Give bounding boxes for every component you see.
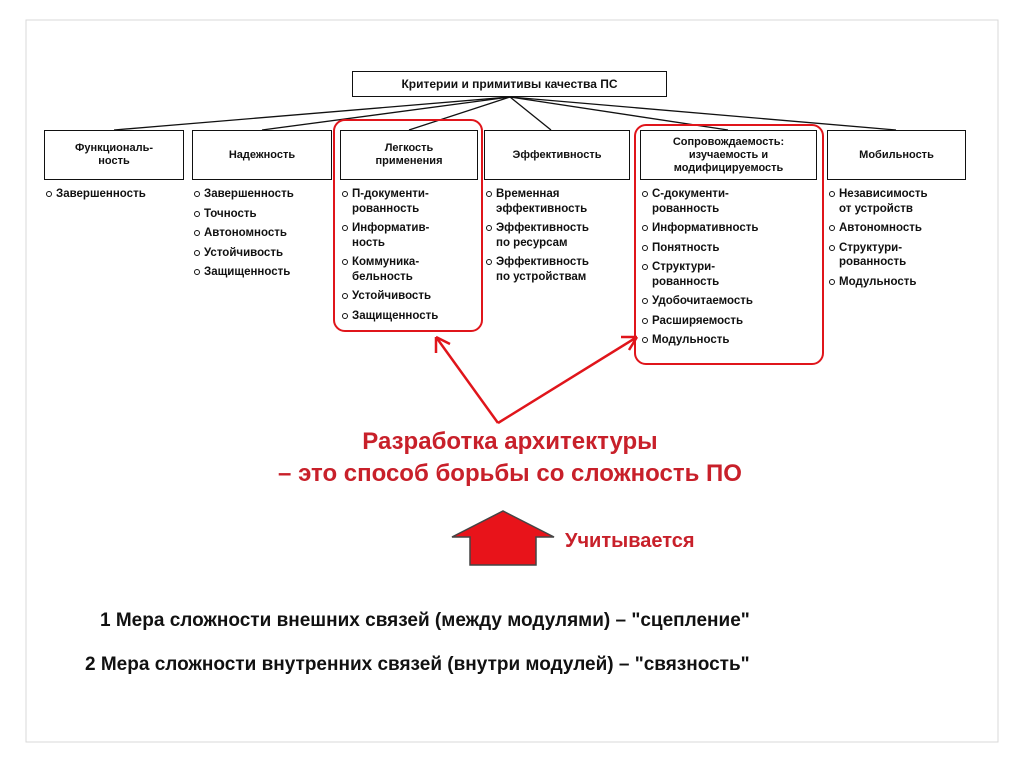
list-item: Устойчивость [342,289,476,304]
highlight-maintainability [634,124,824,365]
list-item: Автономность [829,221,979,236]
criterion-list-reliability [194,187,336,285]
criterion-box-functionality: Функциональ- ность [44,130,184,180]
list-item: Завершенность [46,187,188,202]
bullet-icon [194,230,200,236]
headline [200,426,820,490]
list-item: Защищенность [194,265,336,280]
list-item: Модульность [829,275,979,290]
headline-line-2: – это способ борьбы со сложность ПО [278,460,742,487]
bullet-icon [46,191,52,197]
list-item: Информативность [642,221,814,236]
diagram-root-box: Критерии и примитивы качества ПС [352,71,667,97]
list-item: Структури- рованность [642,260,814,289]
bullet-icon [486,191,492,197]
criterion-box-maintainability: Сопровождаемость: изучаемость и модифицируемость [640,130,817,180]
list-item: Временная эффективность [486,187,632,216]
bullet-icon [829,245,835,251]
criterion-list-portability [829,187,979,294]
headline-line-1: Разработка архитектуры [362,428,658,455]
list-item: Структури- рованность [829,241,979,270]
list-item: Расширяемость [642,314,814,329]
bullet-icon [486,259,492,265]
list-item: Эффективность по устройствам [486,255,632,284]
bullet-icon [194,250,200,256]
list-item: Коммуника- бельность [342,255,476,284]
criterion-box-usability: Легкость применения [340,130,478,180]
red-arrows [436,337,637,423]
list-item: Понятность [642,241,814,256]
list-item: Информатив- ность [342,221,476,250]
bullet-icon [486,225,492,231]
list-item: Завершенность [194,187,336,202]
considered-label: Учитывается [565,530,695,552]
list-item: Автономность [194,226,336,241]
list-item: С-документи- рованность [642,187,814,216]
list-item: Устойчивость [194,246,336,261]
criterion-list-efficiency [486,187,632,289]
list-item: Эффективность по ресурсам [486,221,632,250]
measure-coupling: 1 Мера сложности внешних связей (между модулями) – "сцепление" [100,610,750,631]
bullet-icon [829,191,835,197]
criterion-list-functionality [46,187,188,207]
list-item: Модульность [642,333,814,348]
measure-cohesion: 2 Мера сложности внутренних связей (внутри модулей) – "связность" [85,654,750,675]
bullet-icon [829,225,835,231]
list-item: Защищенность [342,309,476,324]
criterion-box-efficiency: Эффективность [484,130,630,180]
up-arrow-icon [452,511,554,565]
criterion-box-portability: Мобильность [827,130,966,180]
bullet-icon [829,279,835,285]
list-item: Точность [194,207,336,222]
list-item: Независимость от устройств [829,187,979,216]
list-item: П-документи- рованность [342,187,476,216]
bullet-icon [194,269,200,275]
bullet-icon [194,211,200,217]
bullet-icon [194,191,200,197]
criterion-box-reliability: Надежность [192,130,332,180]
list-item: Удобочитаемость [642,294,814,309]
highlight-usability [333,119,483,332]
